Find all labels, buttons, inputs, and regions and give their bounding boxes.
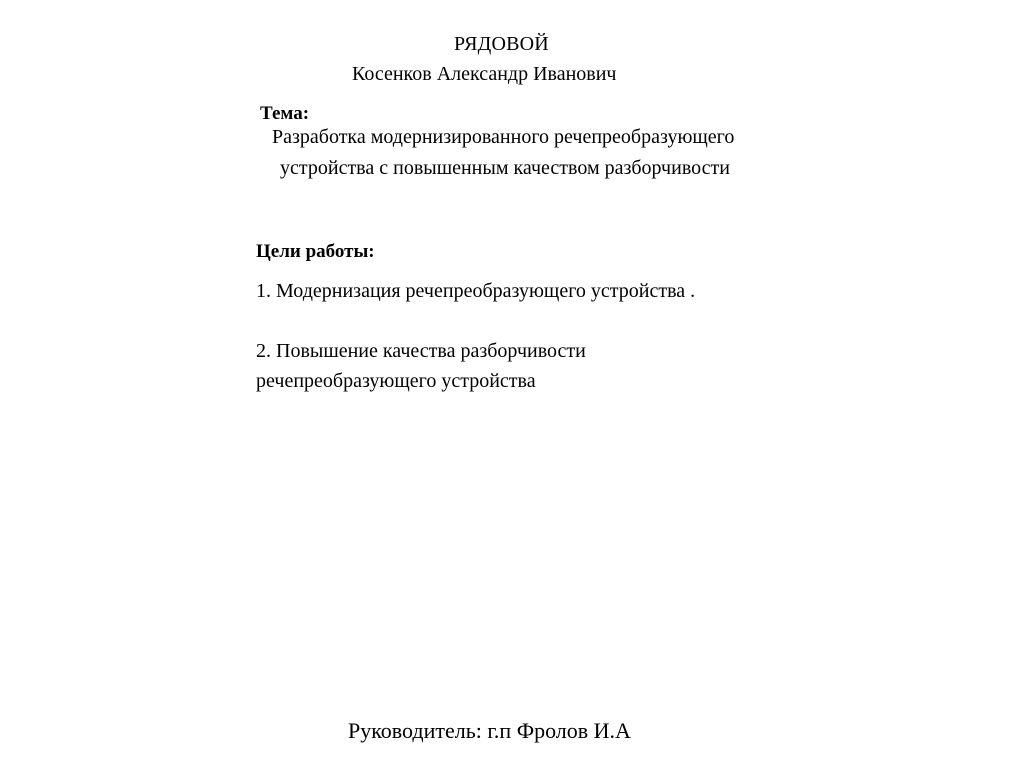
goal-item-1: 1. Модернизация речепреобразующего устройства . [256,280,696,302]
rank-heading: РЯДОВОЙ [454,33,549,55]
supervisor-line: Руководитель: г.п Фролов И.А [348,718,631,743]
goal-item-2-line-1: 2. Повышение качества разборчивости [256,340,586,362]
topic-text-line-1: Разработка модернизированного речепреобразующего [272,126,735,148]
topic-label: Тема: [260,103,310,124]
topic-text-line-2: устройства с повышенным качеством разборчивости [280,157,730,179]
author-name: Косенков Александр Иванович [352,63,617,85]
goal-item-2-line-2: речепреобразующего устройства [256,370,536,392]
goals-label: Цели работы: [256,241,375,262]
